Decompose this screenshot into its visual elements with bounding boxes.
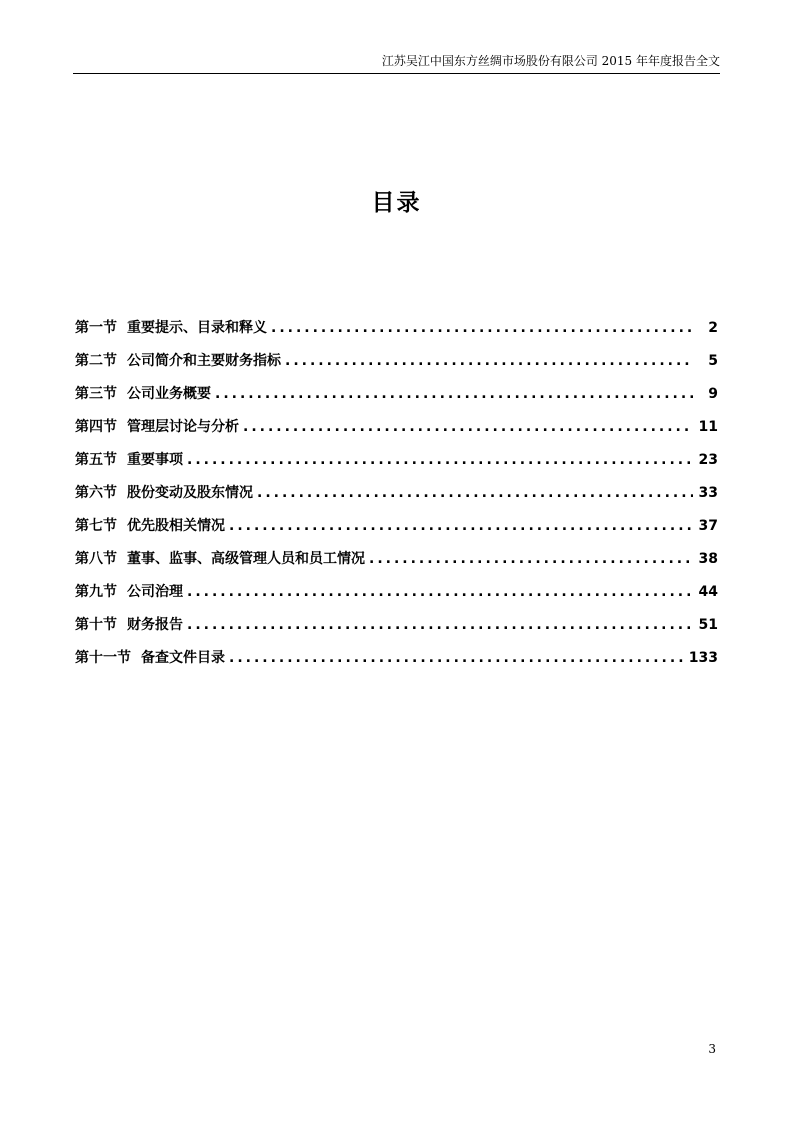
- toc-entry-section-7[interactable]: [75, 513, 718, 546]
- toc-dot-leader: [187, 579, 693, 605]
- toc-section-title: 财务报告: [127, 617, 183, 633]
- toc-section-number: 第三节: [75, 386, 117, 402]
- toc-dot-leader: [257, 480, 693, 506]
- toc-section-number: 第六节: [75, 485, 117, 501]
- toc-page-number: 2: [708, 320, 718, 336]
- toc-page-number: 23: [698, 452, 718, 468]
- toc-entry-section-2[interactable]: [75, 348, 718, 381]
- toc-page-number: 5: [708, 353, 718, 369]
- toc-dot-leader: [285, 348, 694, 374]
- toc-dot-leader: [271, 315, 694, 341]
- toc-section-title: 董事、监事、高级管理人员和员工情况: [127, 551, 365, 567]
- toc-section-number: 第八节: [75, 551, 117, 567]
- page-title: 目录: [371, 190, 422, 216]
- table-of-contents: [75, 315, 718, 678]
- header-text: 江苏吴江中国东方丝绸市场股份有限公司 2015 年年度报告全文: [381, 54, 720, 68]
- toc-section-title: 备查文件目录: [141, 650, 225, 666]
- toc-section-number: 第一节: [75, 320, 117, 336]
- toc-section-number: 第五节: [75, 452, 117, 468]
- toc-page-number: 44: [698, 584, 718, 600]
- toc-section-number: 第四节: [75, 419, 117, 435]
- toc-entry-section-4[interactable]: [75, 414, 718, 447]
- toc-section-number: 第七节: [75, 518, 117, 534]
- toc-dot-leader: [243, 414, 693, 440]
- toc-section-title: 公司治理: [127, 584, 183, 600]
- toc-page-number: 33: [698, 485, 718, 501]
- toc-entry-section-5[interactable]: [75, 447, 718, 480]
- toc-entry-section-3[interactable]: [75, 381, 718, 414]
- toc-entry-section-6[interactable]: [75, 480, 718, 513]
- running-header: [73, 53, 720, 74]
- toc-section-number: 第九节: [75, 584, 117, 600]
- toc-page-number: 38: [698, 551, 718, 567]
- toc-entry-section-11[interactable]: [75, 645, 718, 678]
- toc-dot-leader: [229, 645, 683, 671]
- toc-page-number: 9: [708, 386, 718, 402]
- toc-section-title: 优先股相关情况: [127, 518, 225, 534]
- toc-entry-section-10[interactable]: [75, 612, 718, 645]
- toc-dot-leader: [215, 381, 694, 407]
- toc-dot-leader: [369, 546, 693, 572]
- toc-page-number: 133: [688, 650, 718, 666]
- toc-section-number: 第十一节: [75, 650, 131, 666]
- toc-entry-section-8[interactable]: [75, 546, 718, 579]
- toc-page-number: 11: [698, 419, 718, 435]
- toc-section-title: 公司简介和主要财务指标: [127, 353, 281, 369]
- toc-section-title: 重要事项: [127, 452, 183, 468]
- toc-entry-section-1[interactable]: [75, 315, 718, 348]
- toc-section-title: 公司业务概要: [127, 386, 211, 402]
- toc-page-number: 51: [698, 617, 718, 633]
- toc-section-title: 管理层讨论与分析: [127, 419, 239, 435]
- toc-dot-leader: [229, 513, 693, 539]
- toc-section-number: 第十节: [75, 617, 117, 633]
- toc-section-title: 股份变动及股东情况: [127, 485, 253, 501]
- toc-dot-leader: [187, 612, 693, 638]
- toc-entry-section-9[interactable]: [75, 579, 718, 612]
- toc-dot-leader: [187, 447, 693, 473]
- toc-page-number: 37: [698, 518, 718, 534]
- toc-section-number: 第二节: [75, 353, 117, 369]
- toc-section-title: 重要提示、目录和释义: [127, 320, 267, 336]
- page-number: 3: [708, 1042, 716, 1056]
